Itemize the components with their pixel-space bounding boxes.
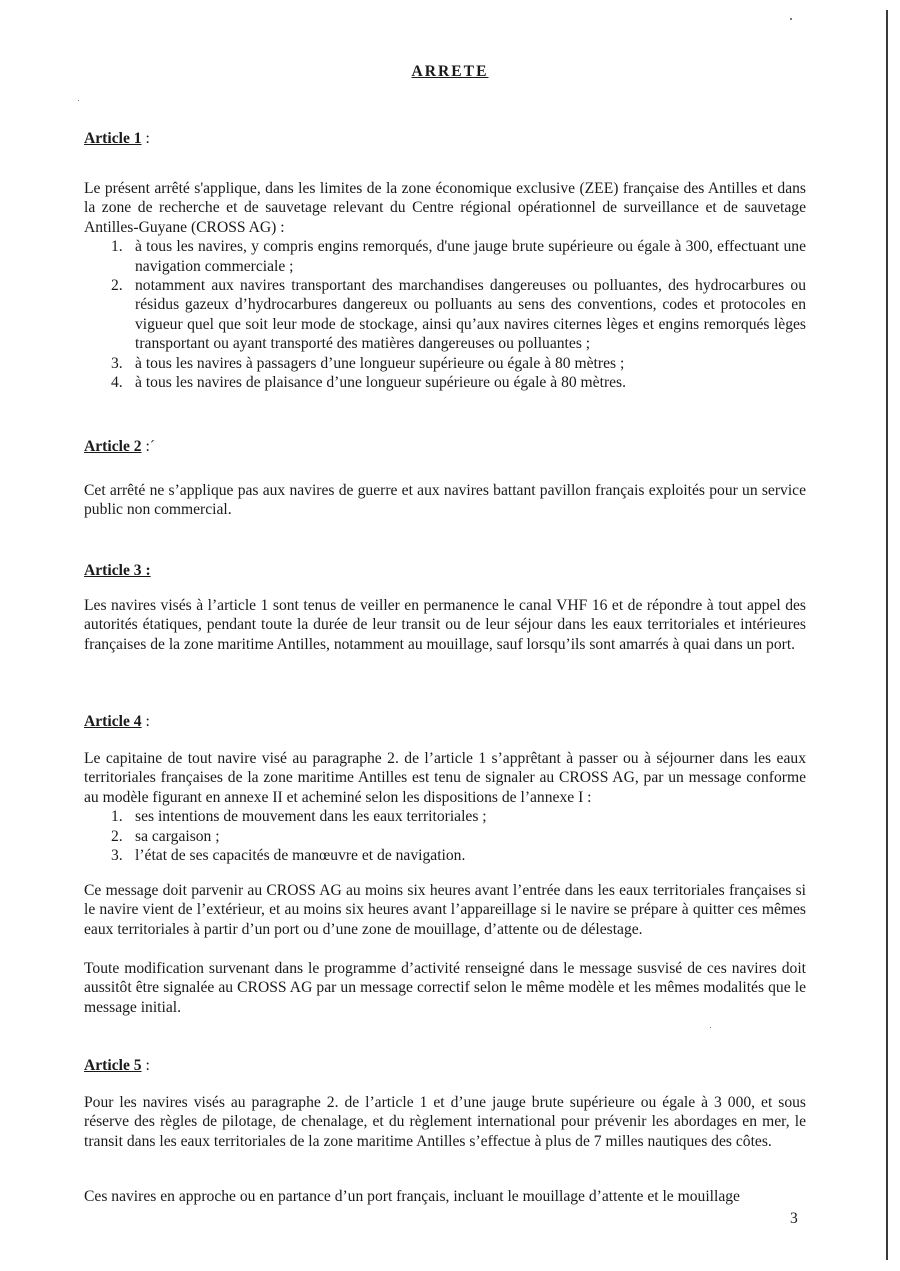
article-4-intro: Le capitaine de tout navire visé au paragraphe 2. de l’article 1 s’apprêtant à passer ou à séjourner dans les eaux territoriales françaises de la zone maritime Antilles est tenu de signaler au CROSS AG, par un message conforme au modèle figurant en annexe II et acheminé selon les dispositions de l’annexe I : xyxy=(84,750,806,806)
heading-suffix: : xyxy=(141,130,150,147)
article-4-paragraph-2: Ce message doit parvenir au CROSS AG au moins six heures avant l’entrée dans les eaux territoriales françaises si le navire vient de l’extérieur, et au moins six heures avant l’appareillage si le navire se prépare à quitter ces mêmes eaux territoriales à partir d’un port ou d’une zone de mouillage, d’attente ou de délestage. xyxy=(84,882,806,938)
scan-speck xyxy=(710,1027,711,1028)
document-title: ARRETE xyxy=(411,63,489,80)
article-heading: Article 2 xyxy=(84,438,142,455)
list-item: 2. sa cargaison ; xyxy=(111,827,220,845)
article-heading: Article 3 : xyxy=(84,562,151,579)
article-1-body xyxy=(84,179,806,392)
article-4-body xyxy=(84,749,806,865)
article-heading: Article 4 xyxy=(84,713,142,730)
article-4-list xyxy=(84,807,806,865)
list-item: 3. l’état de ses capacités de manœuvre et de navigation. xyxy=(111,847,466,865)
scan-speck xyxy=(78,100,79,101)
list-item: 4. à tous les navires de plaisance d’une longueur supérieure ou égale à 80 mètres. xyxy=(111,374,627,392)
article-1-intro: Le présent arrêté s'applique, dans les limites de la zone économique exclusive (ZEE) française des Antilles et dans la zone de recherche et de sauvetage relevant du Centre régional opérationnel de surveillance et de sauvetage Antilles-Guyane (CROSS AG) : xyxy=(84,180,806,236)
article-2-heading xyxy=(84,437,806,456)
article-1-list xyxy=(84,237,806,392)
article-1-heading xyxy=(84,129,806,148)
list-item: 1. à tous les navires, y compris engins remorqués, d'une jauge brute supérieure ou égale à 300, effectuant une navigation commerciale ; xyxy=(111,238,806,275)
article-5-heading xyxy=(84,1056,806,1075)
article-4-paragraph-3: Toute modification survenant dans le programme d’activité renseigné dans le message susvisé de ces navires doit aussitôt être signalée au CROSS AG par un message correctif selon le même modèle et les mêmes modalités que le message initial. xyxy=(84,960,806,1016)
heading-suffix: : xyxy=(141,713,150,730)
article-5-paragraph-1: Pour les navires visés au paragraphe 2. de l’article 1 et d’une jauge brute supérieure ou égale à 3 000, et sous réserve des règles de pilotage, de chenalage, et du règlement international pour prévenir les abordages en mer, le transit dans les eaux territoriales de la zone maritime Antilles s’effectue à plus de 7 milles nautiques des côtes. xyxy=(84,1094,806,1150)
article-heading: Article 1 xyxy=(84,130,142,147)
article-4-heading xyxy=(84,712,806,731)
heading-suffix: :´ xyxy=(141,438,156,455)
heading-suffix: : xyxy=(141,1057,150,1074)
article-2-text: Cet arrêté ne s’applique pas aux navires de guerre et aux navires battant pavillon français exploités pour un service public non commercial. xyxy=(84,482,806,519)
article-heading: Article 5 xyxy=(84,1057,142,1074)
list-item: 3. à tous les navires à passagers d’une longueur supérieure ou égale à 80 mètres ; xyxy=(111,354,625,372)
scan-speck xyxy=(790,18,792,20)
article-2-body xyxy=(84,481,806,520)
list-item: 1. ses intentions de mouvement dans les eaux territoriales ; xyxy=(111,808,487,826)
page-number: 3 xyxy=(790,1210,798,1227)
list-item: 2. notamment aux navires transportant des marchandises dangereuses ou polluantes, des hydrocarbures ou résidus gazeux d’hydrocarbures dangereux ou polluants au sens des conventions, codes et protocoles en vigueur quel que soit leur mode de stockage, ainsi qu’aux navires citernes lèges et engins remorqués lèges transportant ou ayant transporté des matières dangereuses ou polluantes ; xyxy=(111,277,806,353)
article-3-heading xyxy=(84,561,806,580)
article-3-text: Les navires visés à l’article 1 sont tenus de veiller en permanence le canal VHF 16 et de répondre à tout appel des autorités étatiques, pendant toute la durée de leur transit ou de leur séjour dans les eaux territoriales et intérieures françaises de la zone maritime Antilles, notamment au mouillage, sauf lorsqu’ils sont amarrés à quai dans un port. xyxy=(84,597,806,653)
scan-edge-line xyxy=(886,10,888,1260)
article-5-paragraph-2: Ces navires en approche ou en partance d’un port français, incluant le mouillage d’attente et le mouillage xyxy=(84,1188,740,1205)
article-3-body xyxy=(84,596,806,654)
